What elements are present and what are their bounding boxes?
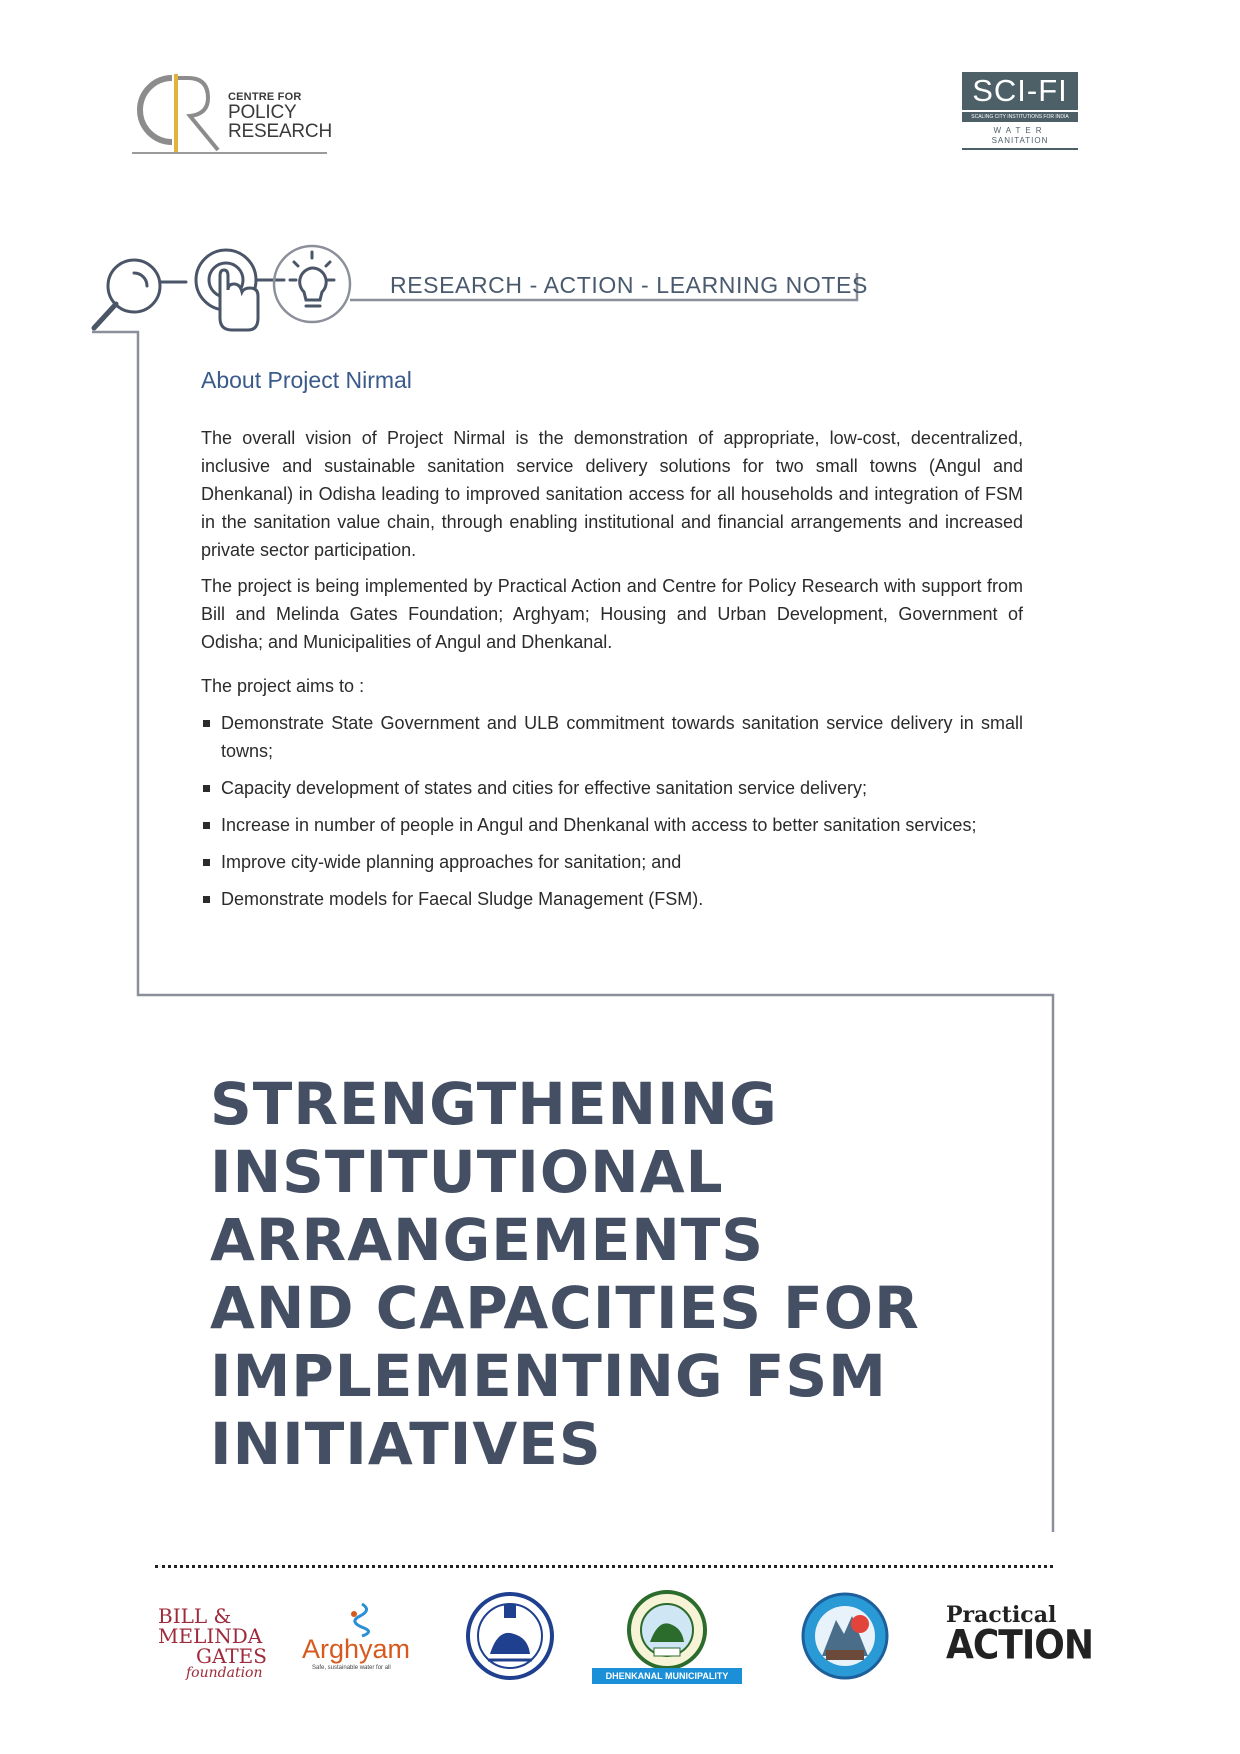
aims-list-item: Demonstrate models for Faecal Sludge Management (FSM). bbox=[201, 885, 1023, 913]
scifi-subtitle: SCALING CITY INSTITUTIONS FOR INDIA bbox=[962, 112, 1078, 122]
scifi-water: WATER bbox=[993, 126, 1047, 135]
about-paragraph-2: The project is being implemented by Practical Action and Centre for Policy Research with support from Bill and Melinda Gates Foundation; Arghyam; Housing and Urban Development, Government of Odisha; and Municipalities of Angul and Dhenkanal. bbox=[201, 576, 1023, 652]
aims-list-item: Capacity development of states and cities for effective sanitation service delivery; bbox=[201, 774, 1023, 802]
document-title bbox=[210, 1070, 970, 1478]
scifi-name: SCI-FI bbox=[962, 72, 1078, 110]
gates-line3: GATES bbox=[196, 1644, 267, 1668]
partner-logos bbox=[150, 1590, 1093, 1681]
aims-list bbox=[201, 709, 1023, 922]
aims-list-item: Improve city-wide planning approaches for sanitation; and bbox=[201, 848, 1023, 876]
cpr-logo bbox=[132, 70, 332, 162]
touch-hand-icon bbox=[196, 250, 284, 330]
scifi-logo bbox=[962, 72, 1078, 152]
cpr-line1: CENTRE FOR bbox=[228, 91, 302, 103]
gates-line2: MELINDA bbox=[158, 1624, 263, 1648]
dhenkanal-municipality-logo bbox=[592, 1590, 742, 1686]
lightbulb-icon bbox=[274, 246, 350, 322]
water-swirl-icon bbox=[342, 1602, 382, 1638]
aims-intro: The project aims to : bbox=[201, 676, 365, 696]
gates-line4: foundation bbox=[186, 1665, 263, 1681]
aims-list-item: Increase in number of people in Angul and Dhenkanal with access to better sanitation services; bbox=[201, 811, 1023, 839]
cpr-line2: POLICY bbox=[228, 102, 297, 123]
cpr-underline bbox=[132, 152, 327, 154]
magnifier-icon bbox=[94, 260, 186, 328]
title-line: STRENGTHENING bbox=[210, 1070, 778, 1138]
scifi-underline bbox=[962, 148, 1078, 150]
title-line: INITIATIVES bbox=[210, 1410, 602, 1478]
practical-line1: Practical bbox=[946, 1602, 1057, 1628]
arghyam-tagline: Safe, sustainable water for all bbox=[312, 1665, 391, 1671]
scifi-sanitation: SANITATION bbox=[991, 136, 1049, 145]
title-line: ARRANGEMENTS bbox=[210, 1206, 765, 1274]
title-line: IMPLEMENTING FSM bbox=[210, 1342, 887, 1410]
arghyam-logo bbox=[302, 1602, 412, 1672]
gates-foundation-logo bbox=[158, 1606, 268, 1680]
footer-divider bbox=[155, 1565, 1053, 1568]
arghyam-name: Arghyam bbox=[302, 1634, 411, 1664]
about-paragraph-1: The overall vision of Project Nirmal is the demonstration of appropriate, low-cost, decentralized, inclusive and sustainable sanitation service delivery solutions for two small towns (Angul and Dhenkanal) in Odisha leading to improved sanitation access for all households and integration of FSM in the sanitation value chain, through enabling institutional and financial arrangements and increased private sector participation. bbox=[201, 428, 1023, 560]
aims-list-item: Demonstrate State Government and ULB commitment towards sanitation service delivery in small towns; bbox=[201, 709, 1023, 765]
notes-series-title: RESEARCH - ACTION - LEARNING NOTES bbox=[390, 272, 868, 298]
gates-line1: BILL & bbox=[158, 1604, 232, 1628]
cpr-line3: RESEARCH bbox=[228, 121, 332, 142]
title-line: INSTITUTIONAL bbox=[210, 1138, 724, 1206]
about-heading: About Project Nirmal bbox=[201, 367, 412, 393]
practical-line2: ACTION bbox=[946, 1622, 1093, 1669]
research-action-learning-icons bbox=[88, 240, 358, 340]
odisha-government-emblem-icon bbox=[464, 1590, 556, 1682]
dhenkanal-seal-icon bbox=[592, 1590, 742, 1670]
title-line: AND CAPACITIES FOR bbox=[210, 1274, 920, 1342]
cpr-mark-icon bbox=[132, 70, 228, 152]
dhenkanal-label: DHENKANAL MUNICIPALITY bbox=[592, 1668, 742, 1684]
angul-municipality-emblem-icon bbox=[800, 1590, 890, 1682]
practical-action-logo bbox=[946, 1602, 1093, 1669]
